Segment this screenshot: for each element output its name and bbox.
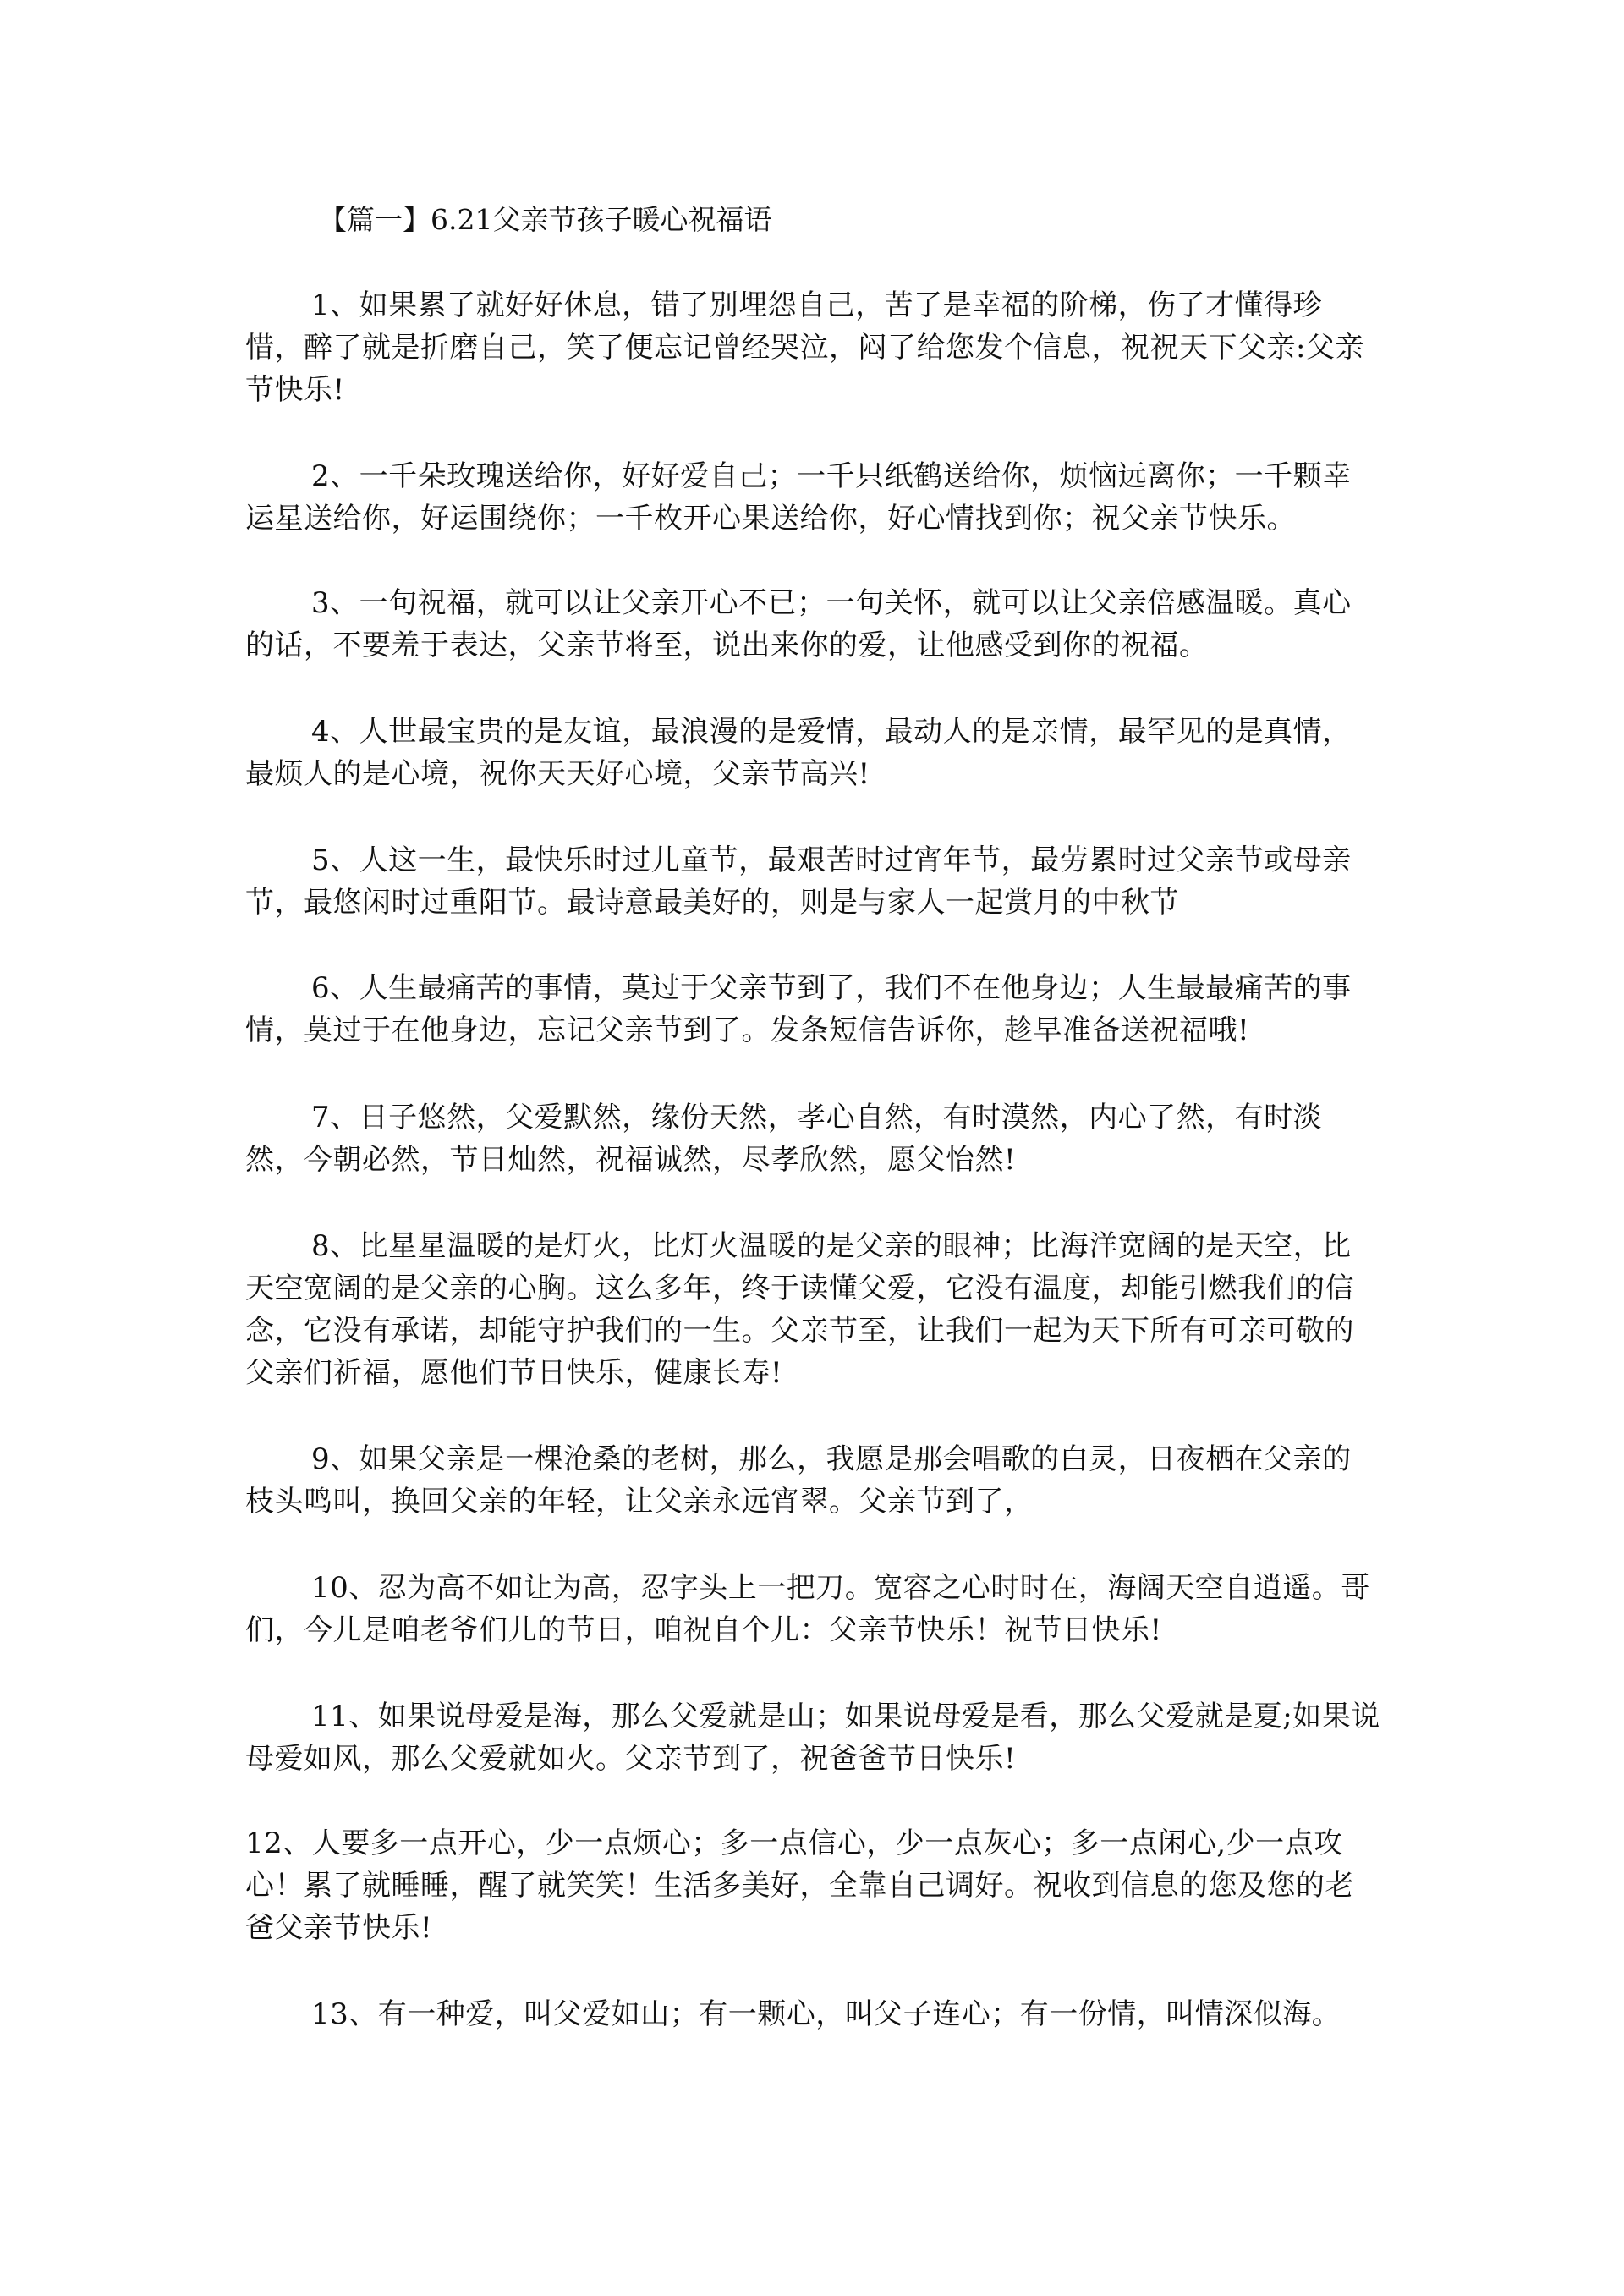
blessing-paragraph-11: 11、如果说母爱是海，那么父爱就是山；如果说母爱是看，那么父爱就是夏;如果说母爱如风，那么父爱就如火。父亲节到了，祝爸爸节日快乐! bbox=[245, 1700, 1380, 1776]
blessing-paragraph-8: 8、比星星温暖的是灯火，比灯火温暖的是父亲的眼神；比海洋宽阔的是天空，比天空宽阔的是父亲的心胸。这么多年，终于读懂父爱，它没有温度，却能引燃我们的信念，它没有承诺，却能守护我们的一生。父亲节至，让我们一起为天下所有可亲可敬的父亲们祈福，愿他们节日快乐，健康长寿! bbox=[245, 1229, 1354, 1390]
blessing-paragraph-4: 4、人世最宝贵的是友谊，最浪漫的是爱情，最动人的是亲情，最罕见的是真情，最烦人的是心境，祝你天天好心境，父亲节高兴! bbox=[245, 715, 1352, 791]
blessing-paragraph-1: 1、如果累了就好好休息，错了别埋怨自己，苦了是幸福的阶梯，伤了才懂得珍惜，醉了就是折磨自己，笑了便忘记曾经哭泣，闷了给您发个信息，祝祝天下父亲:父亲节快乐! bbox=[245, 288, 1364, 407]
section-heading: 【篇一】6.21父亲节孩子暖心祝福语 bbox=[319, 203, 772, 236]
blessing-paragraph-3: 3、一句祝福，就可以让父亲开心不已；一句关怀，就可以让父亲倍感温暖。真心的话，不要羞于表达，父亲节将至，说出来你的爱，让他感受到你的祝福。 bbox=[245, 586, 1352, 662]
blessing-paragraph-7: 7、日子悠然，父爱默然，缘份天然，孝心自然，有时漠然，内心了然，有时淡然，今朝必然，节日灿然，祝福诚然，尽孝欣然，愿父怡然! bbox=[245, 1101, 1323, 1177]
blessing-paragraph-12: 12、人要多一点开心，少一点烦心；多一点信心，少一点灰心；多一点闲心,少一点攻心！累了就睡睡，醒了就笑笑！生活多美好，全靠自己调好。祝收到信息的您及您的老爸父亲节快乐! bbox=[245, 1826, 1354, 1945]
blessing-paragraph-5: 5、人这一生，最快乐时过儿童节，最艰苦时过宵年节，最劳累时过父亲节或母亲节，最悠闲时过重阳节。最诗意最美好的，则是与家人一起赏月的中秋节 bbox=[245, 843, 1352, 920]
blessing-paragraph-10: 10、忍为高不如让为高，忍字头上一把刀。宽容之心时时在，海阔天空自逍遥。哥们，今儿是咱老爷们儿的节日，咱祝自个儿：父亲节快乐！祝节日快乐! bbox=[245, 1571, 1370, 1647]
blessing-paragraph-9: 9、如果父亲是一棵沧桑的老树，那么，我愿是那会唱歌的白灵，日夜栖在父亲的枝头鸣叫，换回父亲的年轻，让父亲永远宵翠。父亲节到了， bbox=[245, 1442, 1352, 1519]
blessing-paragraph-6: 6、人生最痛苦的事情，莫过于父亲节到了，我们不在他身边；人生最最痛苦的事情，莫过于在他身边，忘记父亲节到了。发条短信告诉你，趁早准备送祝福哦! bbox=[245, 971, 1352, 1047]
blessing-paragraph-2: 2、一千朵玫瑰送给你，好好爱自己；一千只纸鹤送给你，烦恼远离你；一千颗幸运星送给你，好运围绕你；一千枚开心果送给你，好心情找到你；祝父亲节快乐。 bbox=[245, 459, 1352, 536]
blessing-paragraph-13: 13、有一种爱，叫父爱如山；有一颗心，叫父子连心；有一份情，叫情深似海。 bbox=[311, 1997, 1341, 2031]
